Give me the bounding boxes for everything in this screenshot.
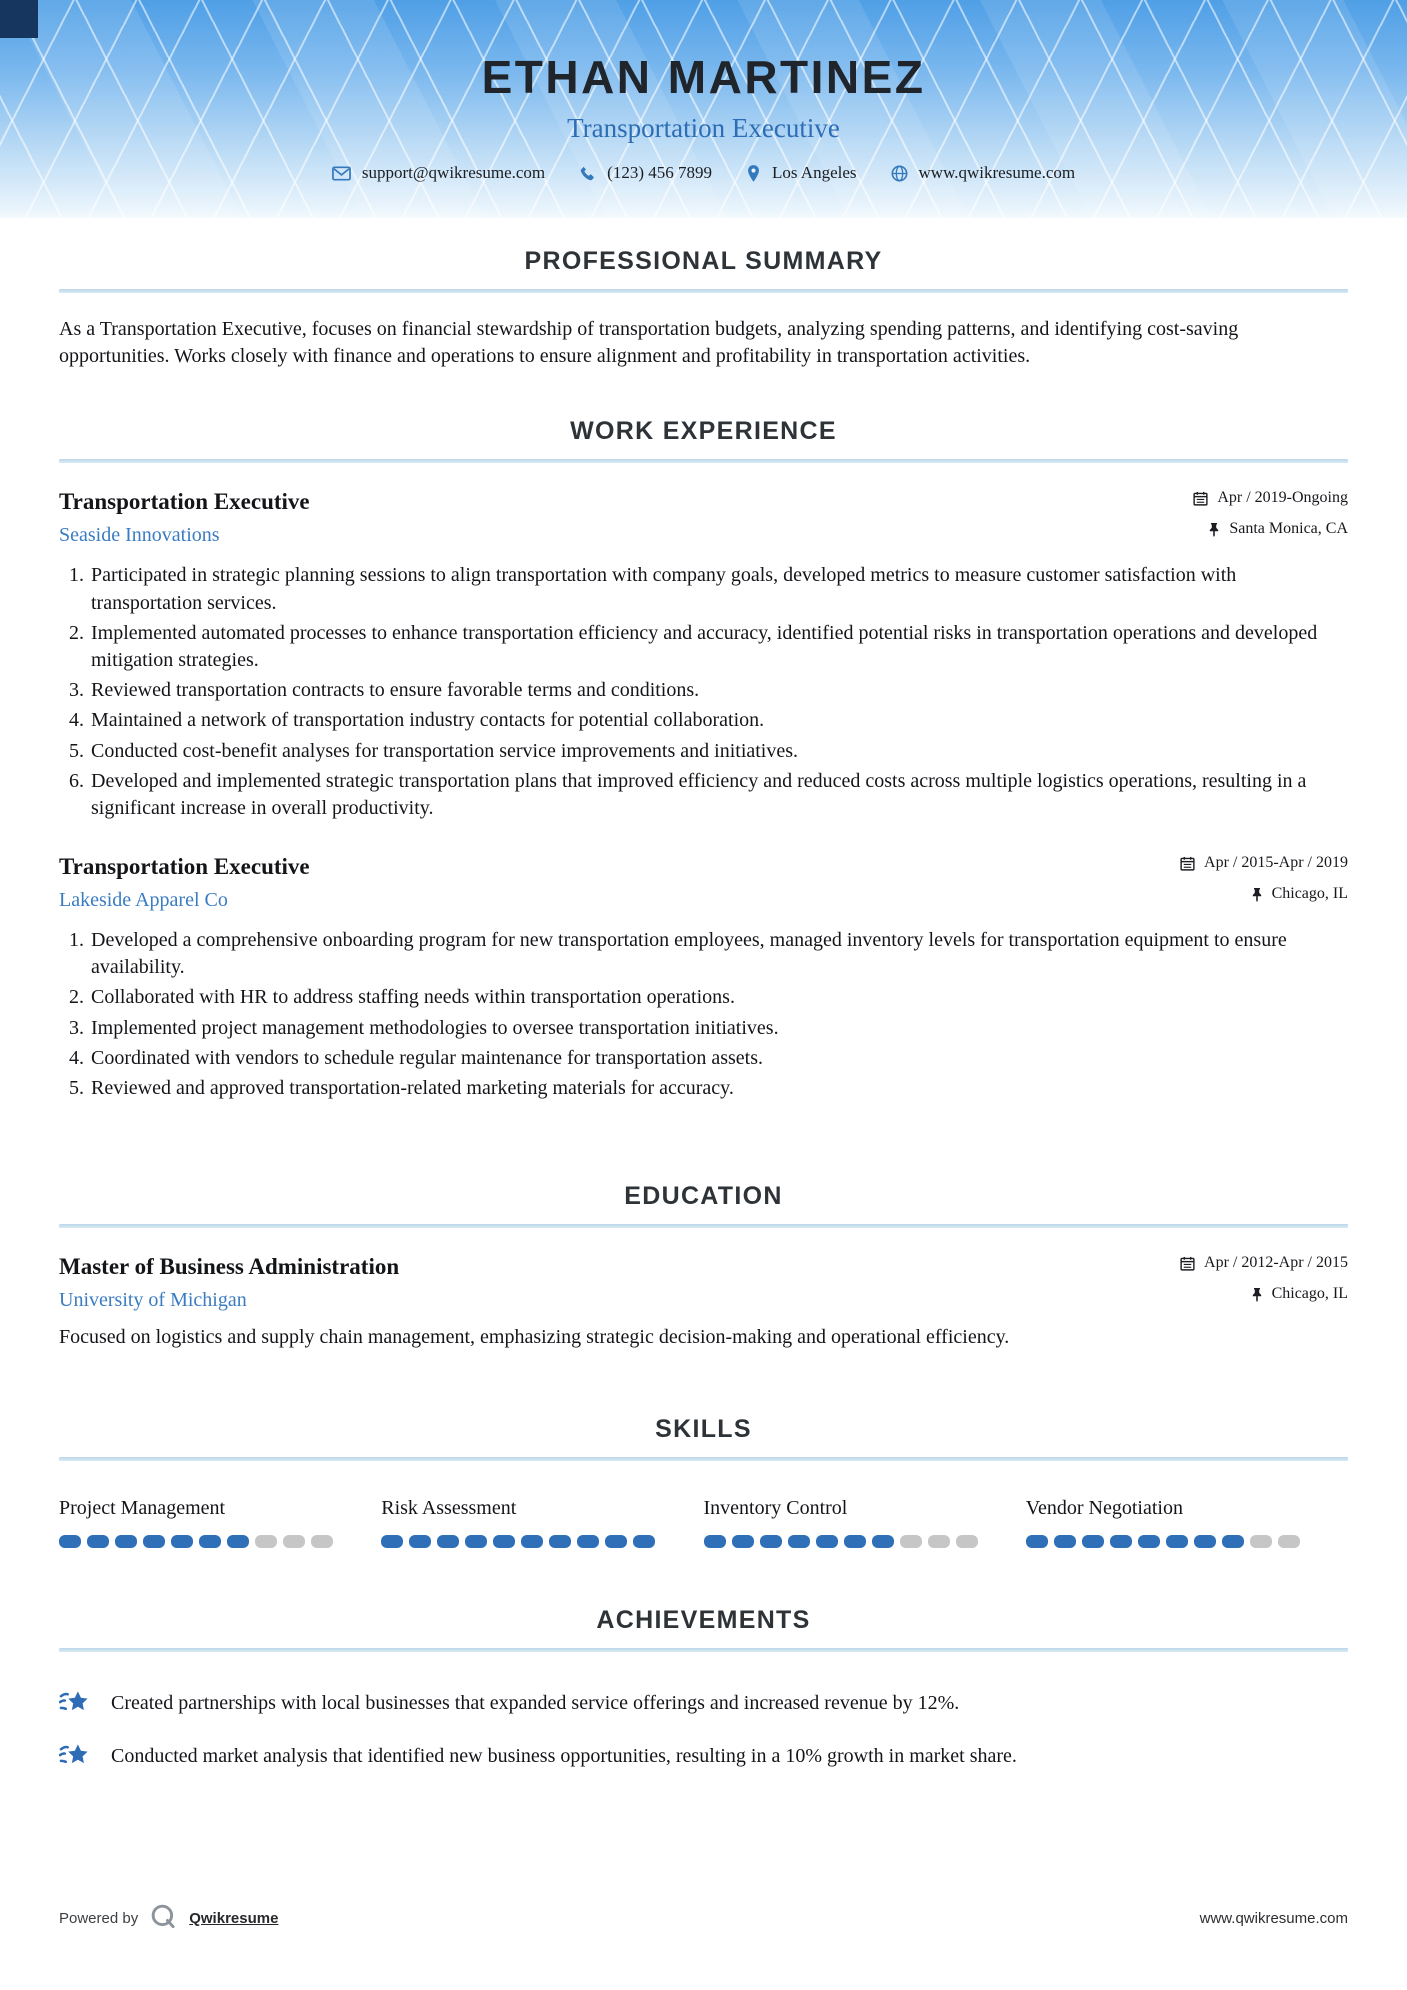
skill-dot xyxy=(1110,1535,1132,1548)
calendar-icon xyxy=(1193,491,1208,506)
skill-dot xyxy=(1082,1535,1104,1548)
education-location-text: Chicago, IL xyxy=(1271,1285,1348,1303)
skill-dot xyxy=(1250,1535,1272,1548)
skill-dot xyxy=(143,1535,165,1548)
bullet-item: 5. Reviewed and approved transportation-related marketing materials for accuracy. xyxy=(89,1075,1348,1102)
job-entry-2 xyxy=(59,854,1348,1102)
bullet-item: 2. Collaborated with HR to address staffing needs within transportation operations. xyxy=(89,984,1348,1011)
skill-rating xyxy=(704,1535,1026,1548)
skill-dot xyxy=(816,1535,838,1548)
section-skills xyxy=(59,1415,1348,1548)
section-achievements xyxy=(59,1606,1348,1771)
skill-dot xyxy=(928,1535,950,1548)
skill-dot xyxy=(437,1535,459,1548)
contact-website xyxy=(891,163,1076,183)
achievement-item xyxy=(59,1688,1348,1718)
skill-dot xyxy=(732,1535,754,1548)
skill-project-management xyxy=(59,1497,381,1548)
skill-dot xyxy=(59,1535,81,1548)
education-header xyxy=(59,1254,1348,1312)
section-summary xyxy=(59,247,1348,370)
job-left xyxy=(59,489,310,547)
skill-dot xyxy=(283,1535,305,1548)
section-divider xyxy=(59,1457,1348,1461)
skill-inventory-control xyxy=(704,1497,1026,1548)
contact-email-text: support@qwikresume.com xyxy=(361,163,546,182)
skill-dot xyxy=(255,1535,277,1548)
skill-dot xyxy=(900,1535,922,1548)
achievement-text: Created partnerships with local businesses that expanded service offerings and increased revenue by 12%. xyxy=(111,1691,960,1714)
powered-by-label: Powered by xyxy=(59,1910,139,1927)
page-footer xyxy=(59,1903,1348,1934)
bullet-item: 3. Implemented project management methodologies to oversee transportation initiatives. xyxy=(89,1015,1348,1042)
education-description: Focused on logistics and supply chain management, emphasizing strategic decision-making and operational efficiency. xyxy=(59,1326,1010,1349)
skills-heading: SKILLS xyxy=(655,1415,752,1444)
skill-dot xyxy=(1278,1535,1300,1548)
pushpin-icon xyxy=(1251,887,1263,902)
job-location xyxy=(1180,885,1348,903)
job-location-text: Santa Monica, CA xyxy=(1229,520,1348,538)
location-pin-icon xyxy=(746,164,761,183)
contact-location xyxy=(746,163,857,183)
contact-location-text: Los Angeles xyxy=(771,163,857,182)
education-dates xyxy=(1180,1254,1348,1272)
shooting-star-icon xyxy=(59,1741,90,1771)
person-name: ETHAN MARTINEZ xyxy=(481,51,926,103)
skill-dot xyxy=(1194,1535,1216,1548)
section-divider xyxy=(59,289,1348,293)
job-header xyxy=(59,489,1348,547)
contact-email xyxy=(332,163,545,183)
section-divider xyxy=(59,1224,1348,1228)
job-header xyxy=(59,854,1348,912)
education-dates-text: Apr / 2012-Apr / 2015 xyxy=(1204,1254,1348,1272)
skill-dot xyxy=(171,1535,193,1548)
skill-name: Risk Assessment xyxy=(381,1497,517,1520)
education-left xyxy=(59,1254,399,1312)
skill-name: Vendor Negotiation xyxy=(1025,1497,1183,1520)
skill-risk-assessment xyxy=(381,1497,703,1548)
education-location xyxy=(1180,1285,1348,1303)
contact-phone xyxy=(579,163,712,183)
degree-title: Master of Business Administration xyxy=(59,1254,400,1280)
section-education xyxy=(59,1182,1348,1349)
bullet-item: 1. Developed a comprehensive onboarding program for new transportation employees, managed inventory levels for transportation equipment to ensure availability. xyxy=(89,927,1348,981)
footer-brand xyxy=(59,1903,278,1934)
bullet-item: 4. Maintained a network of transportation industry contacts for potential collaboration. xyxy=(89,707,1348,734)
skill-dot xyxy=(760,1535,782,1548)
skill-dot xyxy=(381,1535,403,1548)
shooting-star-icon xyxy=(59,1688,90,1718)
skill-dot xyxy=(605,1535,627,1548)
bullet-item: 5. Conducted cost-benefit analyses for transportation service improvements and initiatives. xyxy=(89,738,1348,765)
skill-dot xyxy=(1026,1535,1048,1548)
pushpin-icon xyxy=(1208,522,1220,537)
school-name: University of Michigan xyxy=(59,1289,247,1312)
bullet-item: 6. Developed and implemented strategic transportation plans that improved efficiency and reduced costs across multiple logistics operations, resulting in a significant increase in overall productivity. xyxy=(89,768,1348,822)
qwikresume-logo-icon xyxy=(150,1903,177,1934)
skills-row xyxy=(59,1497,1348,1548)
skill-dot xyxy=(1138,1535,1160,1548)
achievement-item xyxy=(59,1741,1348,1771)
calendar-icon xyxy=(1180,1256,1195,1271)
skill-vendor-negotiation xyxy=(1026,1497,1348,1548)
education-meta xyxy=(1180,1254,1348,1303)
section-work-experience xyxy=(59,417,1348,1102)
job-dates-text: Apr / 2015-Apr / 2019 xyxy=(1204,854,1348,872)
skill-name: Inventory Control xyxy=(703,1497,848,1520)
bullet-item: 3. Reviewed transportation contracts to ensure favorable terms and conditions. xyxy=(89,677,1348,704)
job-left xyxy=(59,854,310,912)
bullet-item: 2. Implemented automated processes to enhance transportation efficiency and accuracy, identified potential risks in transportation operations and developed mitigation strategies. xyxy=(89,620,1348,674)
job-entry-1 xyxy=(59,489,1348,822)
section-divider xyxy=(59,459,1348,463)
globe-icon xyxy=(891,165,908,182)
skill-dot xyxy=(409,1535,431,1548)
skill-name: Project Management xyxy=(59,1497,226,1520)
skill-dot xyxy=(956,1535,978,1548)
skill-dot xyxy=(115,1535,137,1548)
section-divider xyxy=(59,1648,1348,1652)
job-meta xyxy=(1193,489,1348,538)
skill-dot xyxy=(1166,1535,1188,1548)
header-banner xyxy=(0,0,1407,218)
calendar-icon xyxy=(1180,856,1195,871)
achievement-text: Conducted market analysis that identified new business opportunities, resulting in a 10% growth in market share. xyxy=(111,1744,1017,1767)
contact-website-text: www.qwikresume.com xyxy=(918,163,1076,182)
skill-dot xyxy=(549,1535,571,1548)
bullet-item: 4. Coordinated with vendors to schedule regular maintenance for transportation assets. xyxy=(89,1045,1348,1072)
skill-dot xyxy=(521,1535,543,1548)
qwikresume-link[interactable]: Qwikresume xyxy=(189,1910,279,1927)
job-title: Transportation Executive xyxy=(59,489,310,515)
job-title: Transportation Executive xyxy=(59,854,310,880)
job-dates xyxy=(1193,489,1348,507)
person-title: Transportation Executive xyxy=(567,113,840,143)
skill-dot xyxy=(872,1535,894,1548)
skill-dot xyxy=(1054,1535,1076,1548)
email-icon xyxy=(332,166,351,181)
achievements-heading: ACHIEVEMENTS xyxy=(596,1606,811,1635)
skill-dot xyxy=(788,1535,810,1548)
education-entry xyxy=(59,1254,1348,1349)
skill-dot xyxy=(1222,1535,1244,1548)
pushpin-icon xyxy=(1251,1287,1263,1302)
resume-body xyxy=(0,247,1407,1771)
education-heading: EDUCATION xyxy=(624,1182,783,1211)
job-company: Seaside Innovations xyxy=(59,524,220,547)
contact-row xyxy=(0,163,1407,183)
skill-dot xyxy=(199,1535,221,1548)
job-dates xyxy=(1180,854,1348,872)
contact-phone-text: (123) 456 7899 xyxy=(607,163,712,182)
skill-dot xyxy=(311,1535,333,1548)
skill-rating xyxy=(381,1535,703,1548)
skill-dot xyxy=(87,1535,109,1548)
summary-heading: PROFESSIONAL SUMMARY xyxy=(524,247,883,275)
footer-website: www.qwikresume.com xyxy=(1199,1910,1348,1927)
job-location xyxy=(1193,520,1348,538)
bullet-item: 1. Participated in strategic planning sessions to align transportation with company goals, developed metrics to measure customer satisfaction with transportation services. xyxy=(89,562,1348,616)
skill-dot xyxy=(465,1535,487,1548)
experience-heading: WORK EXPERIENCE xyxy=(570,417,837,446)
skill-dot xyxy=(493,1535,515,1548)
skill-dot xyxy=(633,1535,655,1548)
job-dates-text: Apr / 2019-Ongoing xyxy=(1217,489,1348,507)
skill-rating xyxy=(1026,1535,1348,1548)
skill-rating xyxy=(59,1535,381,1548)
job-bullets xyxy=(59,927,1348,1102)
job-company: Lakeside Apparel Co xyxy=(59,889,228,912)
phone-icon xyxy=(579,165,596,182)
corner-accent xyxy=(0,0,38,38)
job-bullets xyxy=(59,562,1348,822)
skill-dot xyxy=(704,1535,726,1548)
skill-dot xyxy=(844,1535,866,1548)
achievements-list xyxy=(59,1688,1348,1771)
job-location-text: Chicago, IL xyxy=(1271,885,1348,903)
summary-text: As a Transportation Executive, focuses on financial stewardship of transportation budgets, analyzing spending patterns, and identifying cost-saving opportunities. Works closely with finance and operations to ensure alignment and profitability in transportation activities. xyxy=(59,318,1239,368)
skill-dot xyxy=(227,1535,249,1548)
job-meta xyxy=(1180,854,1348,903)
skill-dot xyxy=(577,1535,599,1548)
